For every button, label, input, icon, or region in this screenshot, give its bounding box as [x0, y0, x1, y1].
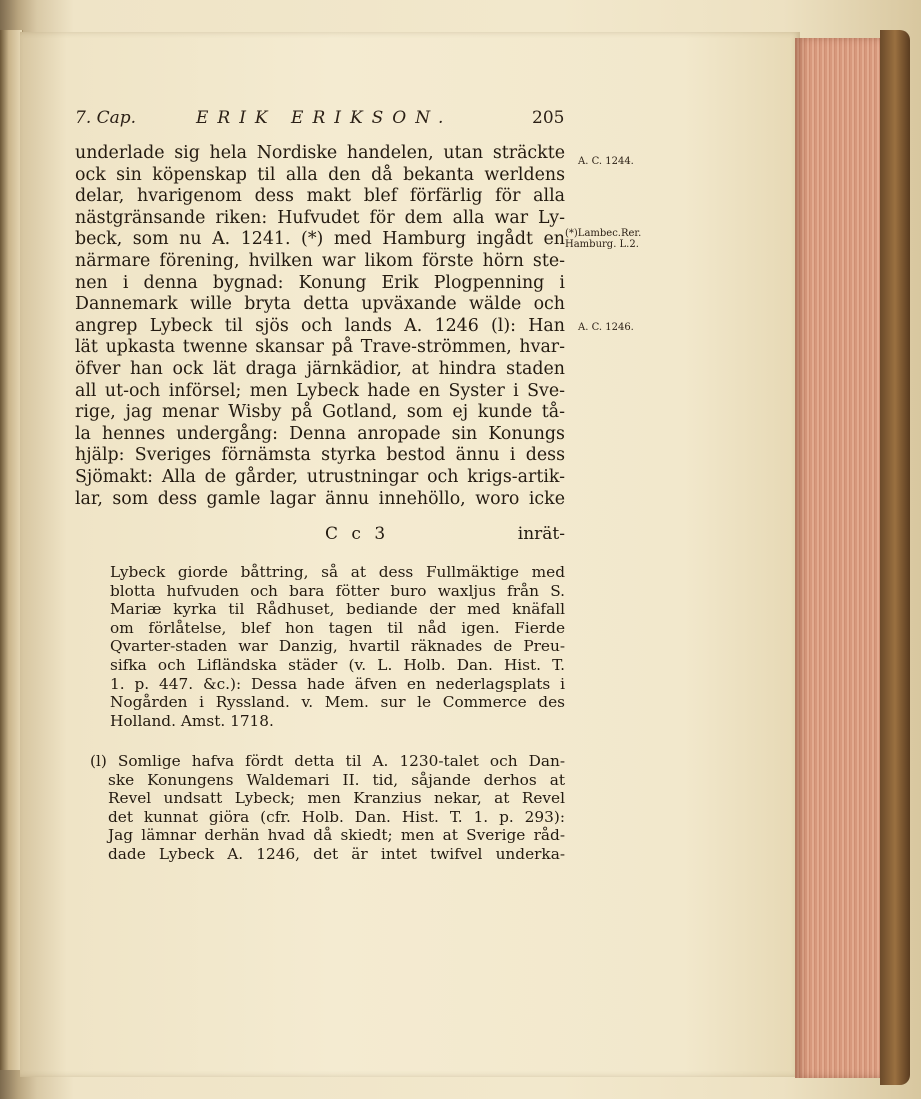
text-line: nästgränsande riken: Hufvudet för dem alla war Ly- — [75, 207, 565, 228]
footnote-l — [90, 752, 565, 864]
text-line: underlade sig hela Nordiske handelen, utan sträckte — [75, 143, 565, 163]
margin-note-1246: A. C. 1246. — [578, 322, 634, 333]
text-line: öfver han ock lät draga järnkädior, at hindra staden — [75, 358, 565, 379]
book-cover-board — [880, 30, 910, 1085]
page-edges — [795, 38, 887, 1078]
footnote-line: Nogården i Ryssland. v. Mem. sur le Commerce des — [110, 693, 565, 712]
text-line: närmare förening, hvilken war likom förste hörn ste- — [75, 250, 565, 271]
footnote-line: Jag lämnar derhän hvad då skiedt; men at Sverige råd- — [108, 826, 565, 845]
margin-note-lambec: (*)Lambec.Rer. — [565, 228, 642, 239]
main-text — [75, 143, 565, 510]
text-line: angrep Lybeck til sjös och lands A. 1246 (l): Han — [75, 315, 565, 336]
footnote-line: Lybeck giorde båttring, så at dess Fullmäktige med — [110, 563, 565, 581]
footnote-line: (l) Somlige hafva fördt detta til A. 1230-talet och Dan- — [90, 752, 565, 770]
footnote-line: blotta hufvuden och bara fötter buro waxljus från S. — [110, 581, 565, 600]
text-line: Dannemark wille bryta detta upväxande wälde och — [75, 294, 565, 315]
text-line: beck, som nu A. 1241. (*) med Hamburg ingådt en — [75, 229, 565, 250]
footnote-line: det kunnat giöra (cfr. Holb. Dan. Hist. T. 1. p. 293): — [108, 807, 565, 826]
page-footer — [75, 524, 565, 546]
running-title: ERIK ERIKSON. — [196, 108, 453, 128]
catchword: inrät- — [517, 524, 565, 544]
text-line: rige, jag menar Wisby på Gotland, som ej kunde tå- — [75, 402, 565, 423]
footnote-line: dade Lybeck A. 1246, det är intet twifvel underka- — [108, 844, 565, 863]
margin-note-1244: A. C. 1244. — [578, 156, 634, 167]
text-line: nen i denna bygnad: Konung Erik Plogpenning i — [75, 272, 565, 293]
footnote-line: ske Konungens Waldemari II. tid, såjande derhos at — [108, 770, 565, 789]
text-line: Sjömakt: Alla de gårder, utrustningar och krigs-artik- — [75, 466, 565, 487]
chapter-label: 7. Cap. — [75, 108, 137, 128]
text-line: la hennes undergång: Denna anropade sin Konungs — [75, 423, 565, 444]
footnote-line: Mariæ kyrka til Rådhuset, bediande der med knäfall — [110, 600, 565, 619]
footnote-line: Holland. Amst. 1718. — [110, 711, 274, 730]
footnote-continuation — [110, 563, 565, 730]
text-line: lät upkasta twenne skansar på Trave-strömmen, hvar- — [75, 337, 565, 358]
page-number: 205 — [532, 108, 565, 128]
text-line: hjälp: Sveriges förnämsta styrka bestod ännu i dess — [75, 445, 565, 466]
footnote-line: 1. p. 447. &c.): Dessa hade äfven en nederlagsplats i — [110, 674, 565, 693]
signature-mark: C c 3 — [325, 524, 390, 544]
footnote-line: sifka och Lifländska städer (v. L. Holb. Dan. Hist. T. — [110, 655, 565, 674]
text-line: lar, som dess gamle lagar ännu innehöllo, woro icke — [75, 488, 565, 509]
footnote-line: om förlåtelse, blef hon tagen til nåd igen. Fierde — [110, 618, 565, 637]
text-line: delar, hvarigenom dess makt blef förfärlig för alla — [75, 186, 565, 207]
text-line: all ut-och införsel; men Lybeck hade en Syster i Sve- — [75, 380, 565, 401]
text-line: ock sin köpenskap til alla den då bekanta werldens — [75, 164, 565, 185]
footnote-line: Qvarter-staden war Danzig, hvartil räknades de Preu- — [110, 637, 565, 656]
margin-note-hamburg: Hamburg. L.2. — [565, 239, 639, 250]
footnote-line: Revel undsatt Lybeck; men Kranzius nekar, at Revel — [108, 789, 565, 808]
